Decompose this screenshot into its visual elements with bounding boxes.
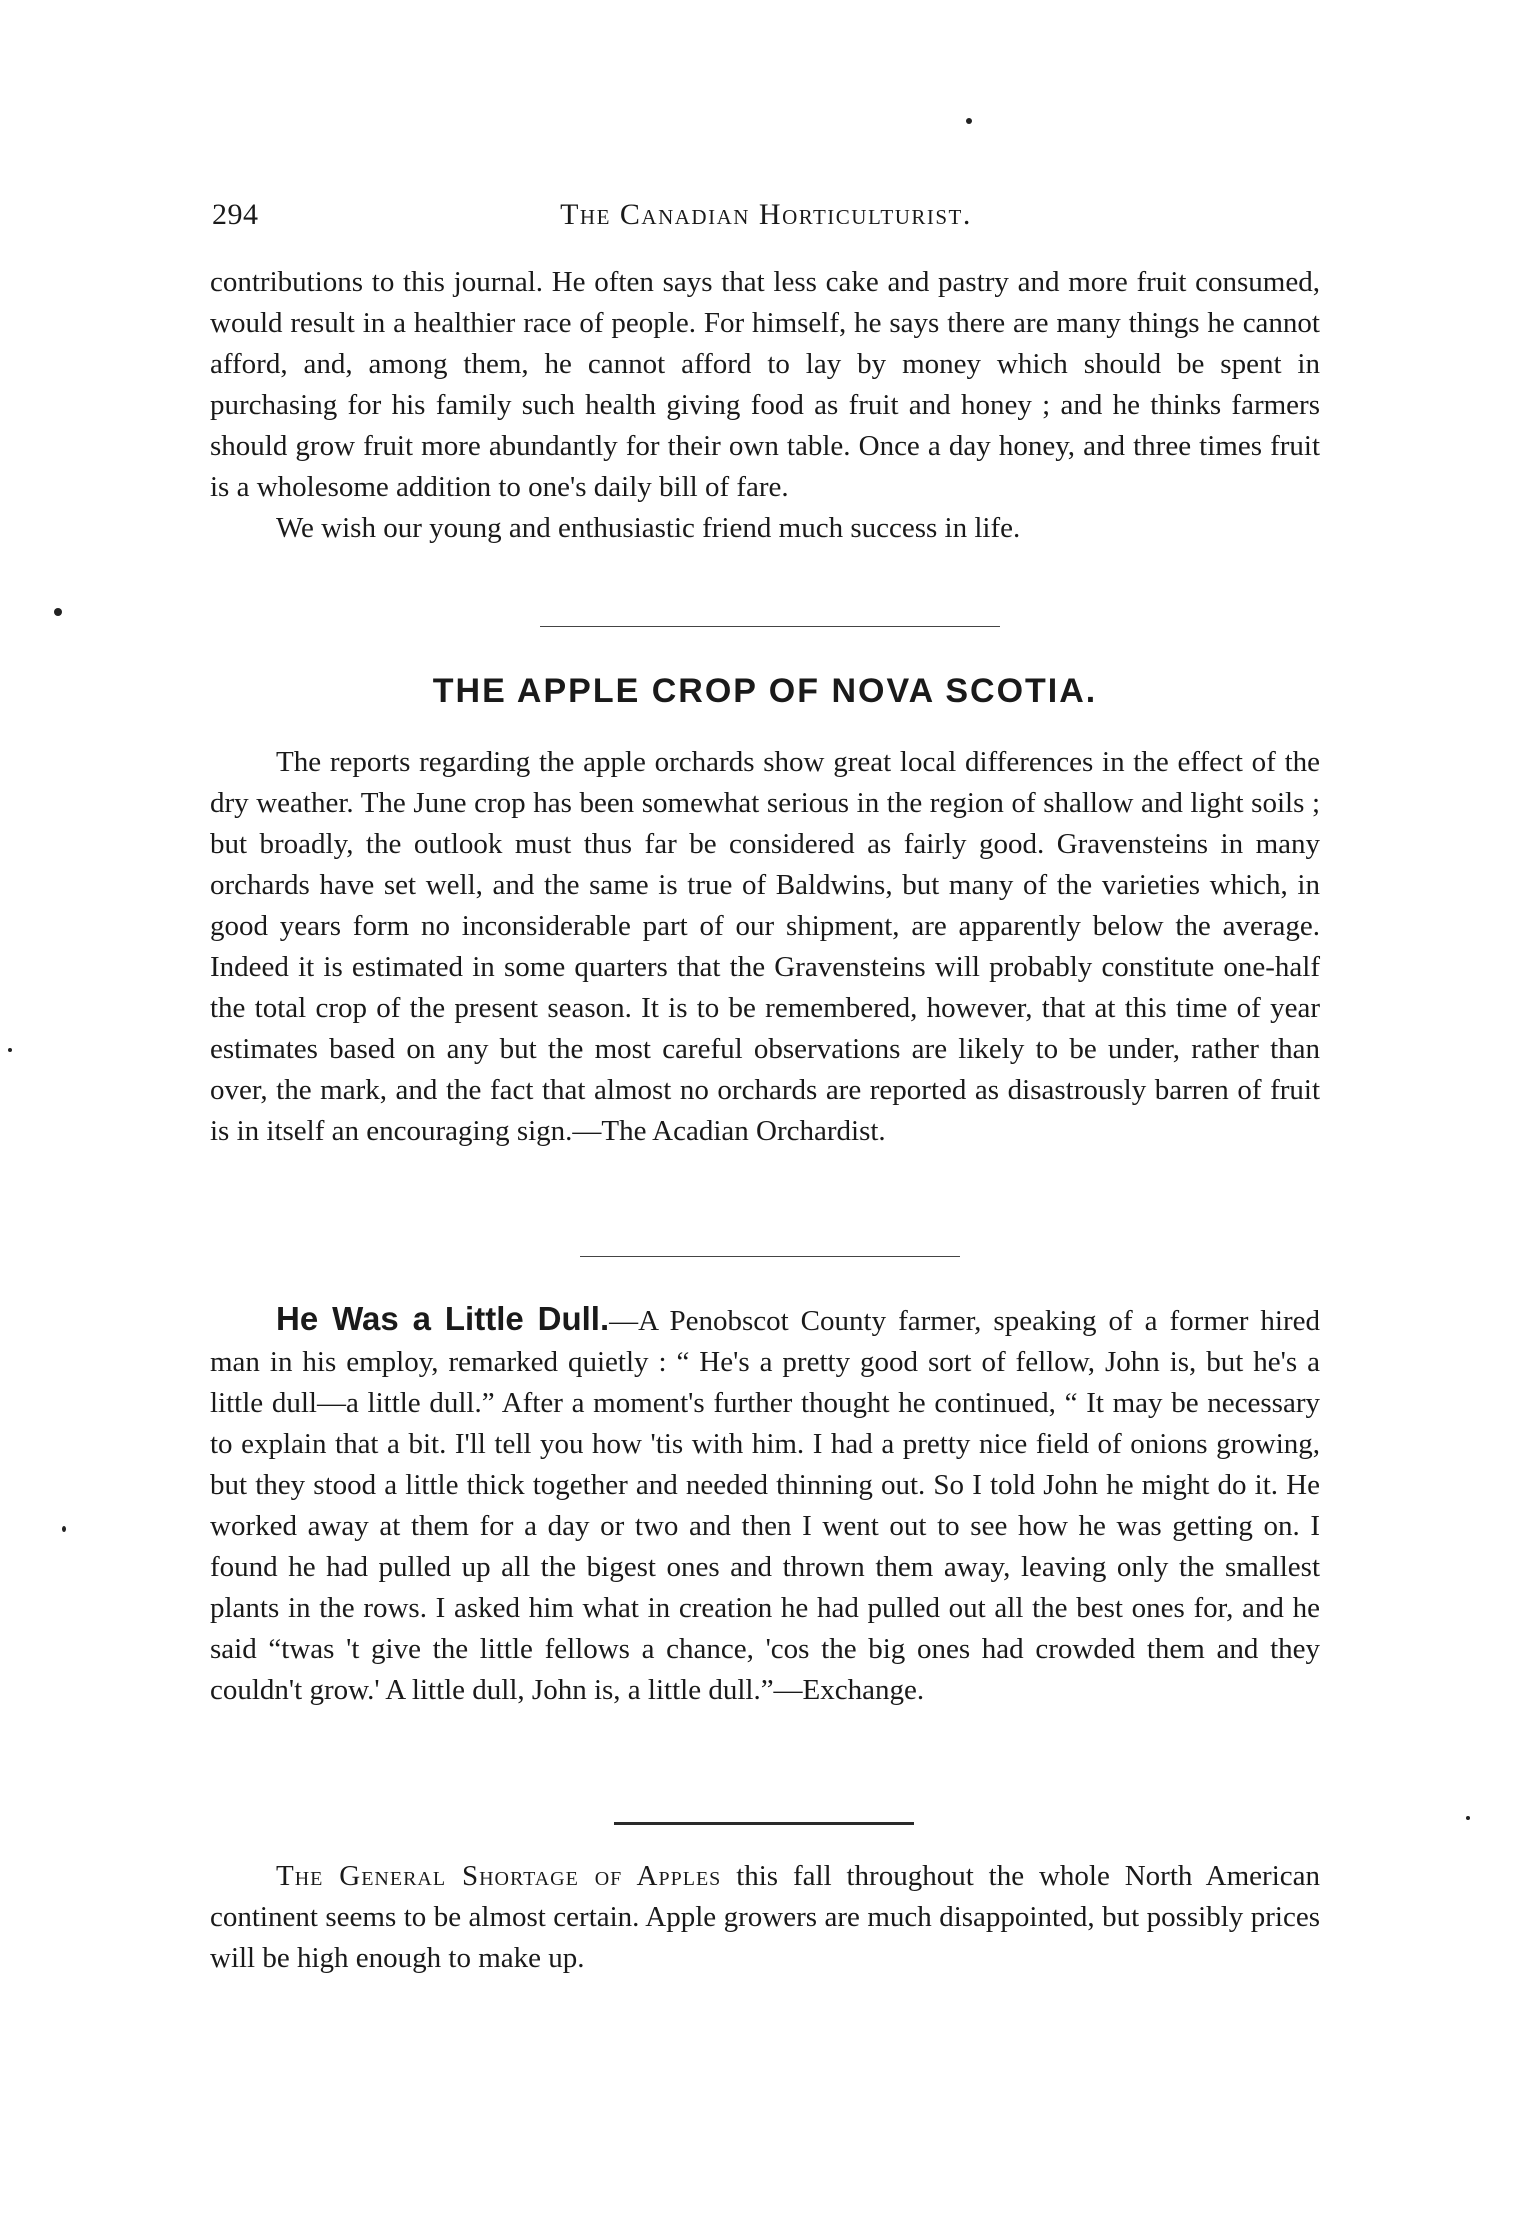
running-title: The Canadian Horticulturist. xyxy=(560,198,972,231)
little-dull-body: —A Penobscot County farmer, speaking of a former hired man in his employ, remarked quietly : “ He's a pretty good sort of fellow, John is, but he's a little dull—a little dull.” After a moment's further thought he continued, “ It may be necessary to explain that a bit. I'll tell you how 'tis with him. I had a pretty nice field of onions growing, but they stood a little thick together and needed thinning out. So I told John he might do it. He worked away at them for a day or two and then I went out to see how he was getting on. I found he had pulled up all the bigest ones and thrown them away, leaving only the smallest plants in the rows. I asked him what in creation he had pulled out all the best ones for, and he said “twas 't give the little fellows a chance, 'cos the big ones had crowded them and they couldn't grow.' A little dull, John is, a little dull.”—Exchange. xyxy=(210,1305,1320,1706)
scan-speck xyxy=(966,118,972,124)
scan-speck xyxy=(62,1526,66,1532)
section-divider xyxy=(580,1256,960,1257)
shortage-body: this fall throughout the whole North American continent seems to be almost certain. Apple growers are much disappointed, but possibly prices will be high enough to make up. xyxy=(210,1860,1320,1974)
section-divider xyxy=(614,1822,914,1825)
little-dull-heading: He Was a Little Dull. xyxy=(276,1300,610,1337)
apple-crop-section xyxy=(210,742,1320,1152)
little-dull-paragraph xyxy=(210,1298,1320,1711)
shortage-section xyxy=(210,1856,1320,1979)
apple-crop-paragraph: The reports regarding the apple orchards show great local differences in the effect of the dry weather. The June crop has been somewhat serious in the region of shallow and light soils ; but broadly, the outlook must thus far be considered as fairly good. Gravensteins in many orchards have set well, and the same is true of Baldwins, but many of the varieties which, in good years form no inconsiderable part of our shipment, are apparently below the average. Indeed it is estimated in some quarters that the Gravensteins will probably constitute one-half the total crop of the present season. It is to be remembered, however, that at this time of year estimates based on any but the most careful observations are likely to be under, rather than over, the mark, and the fact that almost no orchards are reported as disastrously barren of fruit is in itself an encouraging sign.—The Acadian Orchardist. xyxy=(210,746,1320,1147)
intro-closing-paragraph: We wish our young and enthusiastic friend much success in life. xyxy=(276,512,1021,544)
scan-speck xyxy=(1466,1816,1470,1820)
shortage-paragraph xyxy=(210,1856,1320,1979)
shortage-lead: The General Shortage of Apples xyxy=(276,1860,722,1892)
section-divider xyxy=(540,626,1000,627)
page-header xyxy=(212,198,1320,242)
apple-crop-heading: THE APPLE CROP OF NOVA SCOTIA. xyxy=(432,672,1098,710)
page-number: 294 xyxy=(212,198,259,231)
intro-section xyxy=(210,262,1320,549)
little-dull-section xyxy=(210,1298,1320,1711)
intro-paragraph: contributions to this journal. He often says that less cake and pastry and more fruit consumed, would result in a healthier race of people. For himself, he says there are many things he cannot afford, and, among them, he cannot afford to lay by money which should be spent in purchasing for his family such health giving food as fruit and honey ; and he thinks farmers should grow fruit more abundantly for their own table. Once a day honey, and three times fruit is a wholesome addition to one's daily bill of fare. xyxy=(210,266,1320,503)
scan-speck xyxy=(8,1048,12,1052)
scan-speck xyxy=(54,608,62,616)
